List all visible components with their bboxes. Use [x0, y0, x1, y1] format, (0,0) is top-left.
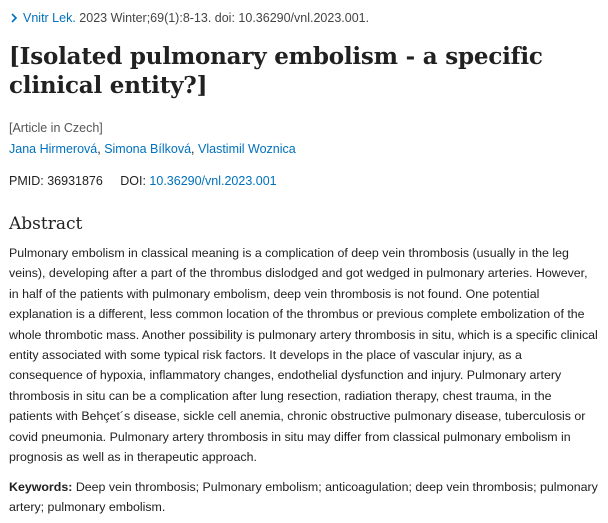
keywords-text: Deep vein thrombosis; Pulmonary embolism; anticoagulation; deep vein thrombosis; pulmonary artery; pulmonary embolism.	[9, 480, 598, 515]
doi-label: DOI:	[120, 174, 146, 188]
abstract-heading: Abstract	[9, 214, 83, 234]
identifiers	[9, 173, 598, 189]
citation-details: 2023 Winter;69(1):8-13. doi: 10.36290/vnl.2023.001.	[79, 11, 370, 25]
citation-line	[9, 10, 598, 26]
author-link[interactable]: Jana Hirmerová	[9, 142, 98, 156]
doi-link[interactable]: 10.36290/vnl.2023.001	[149, 174, 277, 188]
abstract-text: Pulmonary embolism in classical meaning is a complication of deep vein thrombosis (usually in the leg veins), developing after a part of the thrombus dislodged and got wedged in pulmonary arteries. However, in half of the patients with pulmonary embolism, deep vein thrombosis is not found. One potential explanation is a different, less common location of the thrombus or previous complete embolization of the whole thrombotic mass. Another possibility is pulmonary artery thrombosis in situ, which is a specific clinical entity associated with some typical risk factors. It develops in the place of vascular injury, as a consequence of hypoxia, inflammatory changes, endothelial dysfunction and injury. Pulmonary artery thrombosis in situ can be a complication after lung resection, radiation therapy, chest trauma, in the patients with Behçet´s disease, sickle cell anemia, chronic obstructive pulmonary disease, tuberculosis or covid pneumonia. Pulmonary artery thrombosis in situ may differ from classical pulmonary embolism in prognosis as well as in therapeutic approach.	[9, 246, 598, 465]
article-title: [Isolated pulmonary embolism - a specific clinical entity?]	[9, 43, 543, 99]
language-note: [Article in Czech]	[9, 121, 103, 135]
journal-link[interactable]: Vnitr Lek.	[23, 11, 76, 25]
keywords-label: Keywords:	[9, 480, 73, 495]
pmid-value: 36931876	[47, 174, 103, 188]
author-link[interactable]: Simona Bílková	[104, 142, 192, 156]
pmid-label: PMID:	[9, 174, 44, 188]
author-list: Jana Hirmerová, Simona Bílková, Vlastimil Woznica	[9, 142, 296, 156]
author-link[interactable]: Vlastimil Woznica	[198, 142, 296, 156]
keywords	[9, 477, 598, 517]
chevron-right-icon[interactable]	[9, 12, 19, 24]
